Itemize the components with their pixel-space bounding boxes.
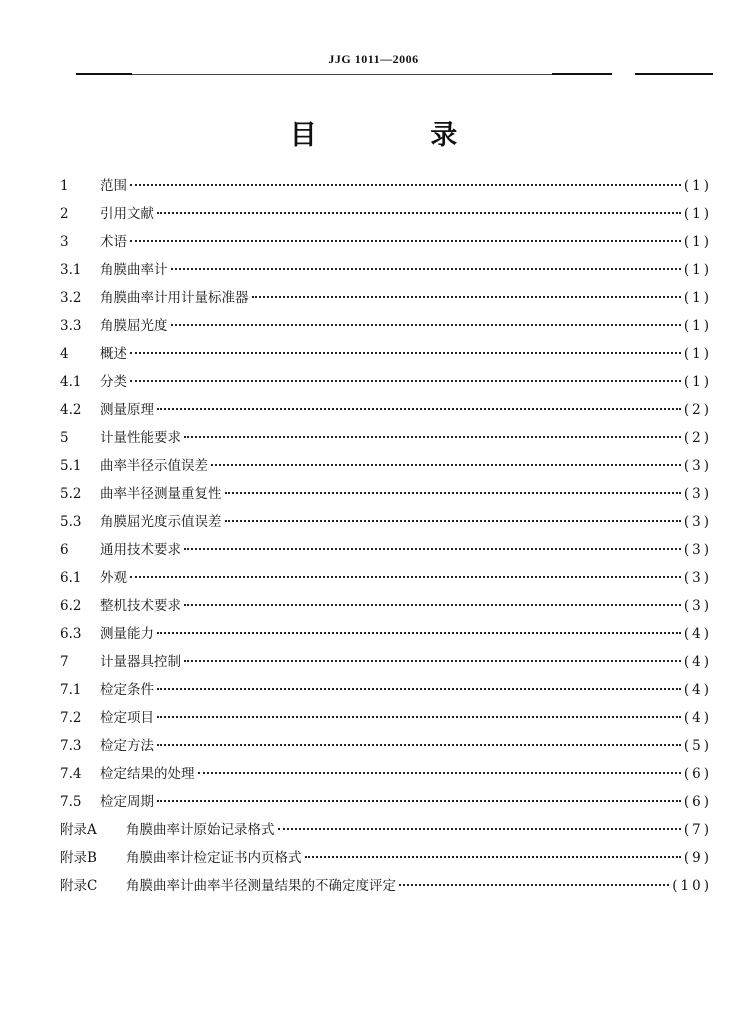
toc-entry-number: 6.3: [60, 626, 82, 642]
header-rule-right-a: [552, 73, 612, 75]
toc-entry-number: 2: [60, 206, 69, 222]
toc-entry-page-number: (3): [683, 486, 712, 502]
dot-leader: [184, 604, 681, 606]
toc-entry-number: 3.3: [60, 318, 82, 334]
toc-entry-page-number: (1): [683, 346, 712, 362]
toc-entry[interactable]: [60, 678, 712, 706]
toc-entry[interactable]: [60, 566, 712, 594]
toc-entry-number: 7.2: [60, 710, 82, 726]
toc-entry-page-number: (1): [683, 318, 712, 334]
header-rule-right-b: [635, 73, 713, 75]
toc-entry-number: 3: [60, 234, 69, 250]
toc-entry-title: 计量器具控制: [100, 654, 181, 670]
toc-entry-title: 引用文献: [100, 206, 154, 222]
toc-entry-number: 4.1: [60, 374, 82, 390]
toc-entry-page-number: (1): [683, 178, 712, 194]
toc-entry-title: 术语: [100, 234, 127, 250]
dot-leader: [171, 268, 681, 270]
toc-entry-title: 检定周期: [100, 794, 154, 810]
toc-entry-page-number: (4): [683, 710, 712, 726]
toc-entry-title: 角膜曲率计: [100, 262, 168, 278]
toc-entry[interactable]: [60, 230, 712, 258]
dot-leader: [130, 184, 681, 186]
dot-leader: [130, 576, 681, 578]
toc-entry-number: 6.1: [60, 570, 82, 586]
toc-entry-title: 概述: [100, 346, 127, 362]
toc-entry-page-number: (3): [683, 570, 712, 586]
dot-leader: [157, 632, 681, 634]
toc-entry-number: 3.1: [60, 262, 82, 278]
toc-entry[interactable]: [60, 398, 712, 426]
toc-entry[interactable]: [60, 258, 712, 286]
toc-appendix-entry[interactable]: [60, 846, 712, 874]
toc-entry-title: 角膜曲率计用计量标准器: [100, 290, 249, 306]
toc-entry-page-number: (1): [683, 206, 712, 222]
toc-entry[interactable]: [60, 202, 712, 230]
toc-appendix-entry[interactable]: [60, 874, 712, 902]
dot-leader: [278, 828, 681, 830]
toc-entry-number: 4: [60, 346, 69, 362]
document-code-header: JJG 1011—2006: [328, 52, 419, 66]
header-rule-left: [76, 73, 132, 75]
toc-entry-number: 7: [60, 654, 69, 670]
toc-entry-page-number: (1): [683, 262, 712, 278]
toc-entry-page-number: (6): [683, 794, 712, 810]
toc-entry-page-number: (4): [683, 626, 712, 642]
toc-entry-number: 3.2: [60, 290, 82, 306]
toc-entry-number: 7.3: [60, 738, 82, 754]
dot-leader: [399, 884, 669, 886]
toc-entry[interactable]: [60, 426, 712, 454]
dot-leader: [225, 492, 681, 494]
toc-entry[interactable]: [60, 538, 712, 566]
toc-entry-title: 检定项目: [100, 710, 154, 726]
header-rule-middle: [132, 74, 552, 75]
toc-entry-title: 分类: [100, 374, 127, 390]
toc-entry-title: 曲率半径测量重复性: [100, 486, 222, 502]
toc-entry-number: 附录C: [60, 878, 98, 894]
toc-entry-number: 1: [60, 178, 69, 194]
toc-entry-number: 5.2: [60, 486, 82, 502]
toc-entry-number: 7.1: [60, 682, 82, 698]
toc-entry-number: 6.2: [60, 598, 82, 614]
toc-entry-page-number: (4): [683, 682, 712, 698]
toc-entry-title: 角膜曲率计曲率半径测量结果的不确定度评定: [126, 878, 396, 894]
dot-leader: [225, 520, 681, 522]
dot-leader: [157, 744, 681, 746]
page-title: 目 录: [289, 120, 510, 151]
toc-entry[interactable]: [60, 790, 712, 818]
toc-entry-number: 7.5: [60, 794, 82, 810]
toc-entry[interactable]: [60, 286, 712, 314]
toc-entry[interactable]: [60, 314, 712, 342]
toc-entry-title: 曲率半径示值误差: [100, 458, 208, 474]
toc-entry-page-number: (4): [683, 654, 712, 670]
toc-entry-number: 5.1: [60, 458, 82, 474]
table-of-contents: [60, 174, 712, 902]
toc-entry-page-number: (6): [683, 766, 712, 782]
toc-entry-title: 通用技术要求: [100, 542, 181, 558]
toc-entry[interactable]: [60, 454, 712, 482]
dot-leader: [198, 772, 681, 774]
dot-leader: [184, 548, 681, 550]
dot-leader: [157, 408, 681, 410]
dot-leader: [157, 688, 681, 690]
toc-entry-title: 范围: [100, 178, 127, 194]
toc-entry-page-number: (1): [683, 290, 712, 306]
toc-entry[interactable]: [60, 622, 712, 650]
toc-entry-page-number: (2): [683, 402, 712, 418]
toc-entry[interactable]: [60, 342, 712, 370]
dot-leader: [305, 856, 681, 858]
toc-entry[interactable]: [60, 762, 712, 790]
toc-entry-title: 检定结果的处理: [100, 766, 195, 782]
toc-entry-page-number: (3): [683, 514, 712, 530]
dot-leader: [130, 240, 681, 242]
toc-entry[interactable]: [60, 174, 712, 202]
toc-entry[interactable]: [60, 510, 712, 538]
dot-leader: [252, 296, 681, 298]
toc-entry[interactable]: [60, 734, 712, 762]
toc-entry-title: 角膜曲率计原始记录格式: [126, 822, 275, 838]
dot-leader: [184, 660, 681, 662]
toc-entry[interactable]: [60, 482, 712, 510]
toc-entry-number: 5: [60, 430, 69, 446]
toc-entry-page-number: (3): [683, 598, 712, 614]
toc-entry-page-number: (1): [683, 234, 712, 250]
toc-entry-title: 计量性能要求: [100, 430, 181, 446]
dot-leader: [130, 352, 681, 354]
toc-entry-number: 5.3: [60, 514, 82, 530]
toc-entry-title: 检定方法: [100, 738, 154, 754]
dot-leader: [157, 716, 681, 718]
toc-entry-title: 测量原理: [100, 402, 154, 418]
dot-leader: [157, 800, 681, 802]
toc-entry-title: 测量能力: [100, 626, 154, 642]
toc-entry[interactable]: [60, 594, 712, 622]
dot-leader: [157, 212, 681, 214]
dot-leader: [171, 324, 681, 326]
toc-entry-page-number: (7): [683, 822, 712, 838]
toc-entry[interactable]: [60, 370, 712, 398]
toc-entry-title: 外观: [100, 570, 127, 586]
toc-entry-number: 7.4: [60, 766, 82, 782]
dot-leader: [211, 464, 681, 466]
toc-entry-title: 整机技术要求: [100, 598, 181, 614]
toc-entry-title: 角膜曲率计检定证书内页格式: [126, 850, 302, 866]
toc-entry-page-number: (9): [683, 850, 712, 866]
dot-leader: [130, 380, 681, 382]
toc-entry[interactable]: [60, 706, 712, 734]
toc-entry-page-number: (3): [683, 458, 712, 474]
dot-leader: [184, 436, 681, 438]
toc-entry-number: 附录B: [60, 850, 97, 866]
toc-entry-page-number: (3): [683, 542, 712, 558]
toc-appendix-entry[interactable]: [60, 818, 712, 846]
toc-entry-number: 4.2: [60, 402, 82, 418]
toc-entry[interactable]: [60, 650, 712, 678]
toc-entry-title: 检定条件: [100, 682, 154, 698]
toc-entry-page-number: (1): [683, 374, 712, 390]
toc-entry-number: 附录A: [60, 822, 97, 838]
toc-entry-number: 6: [60, 542, 69, 558]
toc-entry-title: 角膜屈光度示值误差: [100, 514, 222, 530]
toc-entry-page-number: (5): [683, 738, 712, 754]
toc-entry-page-number: (10): [672, 878, 712, 894]
toc-entry-page-number: (2): [683, 430, 712, 446]
toc-entry-title: 角膜屈光度: [100, 318, 168, 334]
